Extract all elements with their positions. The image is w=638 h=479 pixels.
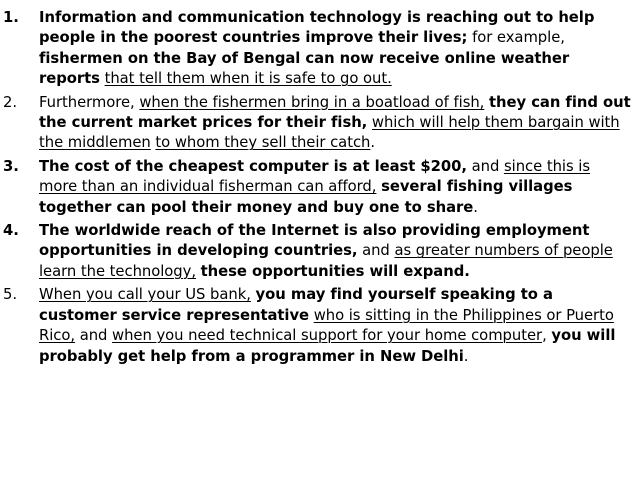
bold-text-segment: they can find out the current market prices for their fish, bbox=[39, 93, 631, 132]
slide bbox=[0, 8, 638, 479]
list-item bbox=[0, 93, 638, 154]
list-item bbox=[0, 8, 638, 90]
text-segment: . bbox=[473, 198, 478, 216]
text-segment: Furthermore, bbox=[39, 93, 140, 111]
underlined-clause: when the fishermen bring in a boatload of fish, bbox=[139, 93, 485, 111]
item-number: 1. bbox=[3, 9, 19, 26]
underlined-clause: When you call your US bank, bbox=[39, 286, 251, 304]
underlined-clause: as greater numbers of people learn the technology, bbox=[39, 242, 613, 280]
underlined-clause: which will help them bargain with the middlemen bbox=[39, 114, 620, 152]
bold-text-segment: fishermen on the Bay of Bengal can now receive online weather reports bbox=[39, 49, 570, 88]
text-segment: . bbox=[370, 134, 376, 152]
item-number: 5. bbox=[3, 286, 18, 304]
bold-text-segment: The cost of the cheapest computer is at least $200, bbox=[39, 157, 467, 175]
underlined-clause: when you need technical support for your home computer bbox=[112, 327, 543, 345]
item-number: 2. bbox=[3, 93, 18, 111]
underlined-clause: to whom they sell their catch bbox=[155, 134, 371, 152]
bold-text-segment: Information and communication technology is reaching out to help people in the poorest countries improve their lives; bbox=[39, 9, 595, 47]
item-number: 3. bbox=[3, 157, 19, 175]
underlined-clause: that tell them when it is safe to go out. bbox=[104, 70, 392, 88]
list-item bbox=[0, 221, 638, 282]
bold-text-segment: The worldwide reach of the Internet is also providing employment opportunities in developing countries, bbox=[39, 222, 590, 260]
list-item bbox=[0, 157, 638, 218]
text-segment: for example, bbox=[467, 29, 565, 47]
underlined-clause: who is sitting in the Philippines or Puerto Rico, bbox=[39, 306, 614, 345]
list-item bbox=[0, 285, 638, 367]
text-segment: and bbox=[357, 242, 395, 260]
bold-text-segment: you may find yourself speaking to a customer service representative bbox=[39, 286, 553, 324]
text-segment: and bbox=[75, 327, 113, 345]
numbered-list bbox=[0, 8, 638, 367]
text-segment: , bbox=[542, 327, 552, 345]
bold-text-segment: several fishing villages together can pool their money and buy one to share bbox=[39, 178, 573, 216]
underlined-clause: since this is more than an individual fisherman can afford, bbox=[39, 157, 590, 196]
text-segment: and bbox=[466, 157, 504, 175]
bold-text-segment: these opportunities will expand. bbox=[200, 262, 470, 280]
text-segment: . bbox=[463, 347, 469, 365]
item-number: 4. bbox=[3, 222, 19, 240]
bold-text-segment: you will probably get help from a programmer in New Delhi bbox=[39, 327, 616, 365]
